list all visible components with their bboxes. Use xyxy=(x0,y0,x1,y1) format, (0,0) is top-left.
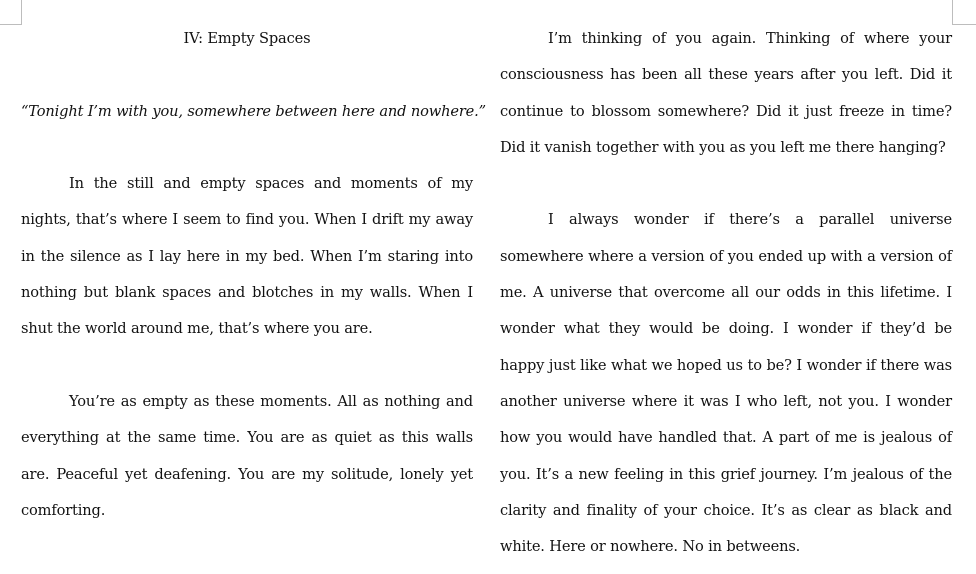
epigraph-quote: “Tonight I’m with you, somewhere between here and nowhere.” xyxy=(21,102,486,120)
blank-line xyxy=(21,348,473,384)
crop-mark-top-right-vertical xyxy=(952,0,953,25)
crop-mark-top-left-horizontal xyxy=(0,24,22,25)
paragraph: In the still and empty spaces and moments of my nights, that’s where I seem to find you. When I drift my away in the silence as I lay here in my bed. When I’m staring into nothing but blank spaces and blotches in my walls. When I shut the world around me, that’s where you are. xyxy=(21,175,473,338)
right-page-column[interactable] xyxy=(500,21,952,565)
blank-line xyxy=(500,166,952,202)
left-page-column[interactable] xyxy=(21,21,486,529)
chapter-title: IV: Empty Spaces xyxy=(183,30,311,47)
paragraph: I always wonder if there’s a parallel universe somewhere where a version of you ended up with a version of me. A universe that overcome all our odds in this lifetime. I wonder what they would be doing. I wonder if they’d be happy just like what we hoped us to be? I wonder if there was another universe where it was I who left, not you. I wonder how you would have handled that. A part of me is jealous of you. It’s a new feeling in this grief journey. I’m jealous of the clarity and finality of your choice. It’s as clear as black and white. Here or nowhere. No in betweens. xyxy=(500,211,952,556)
blank-line xyxy=(21,57,473,93)
paragraph: I’m thinking of you again. Thinking of where your consciousness has been all these years after you left. Did it continue to blossom somewhere? Did it just freeze in time? Did it vanish together with you as you left me there hanging? xyxy=(500,30,952,156)
paragraph: You’re as empty as these moments. All as nothing and everything at the same time. You are as quiet as this walls are. Peaceful yet deafening. You are my solitude, lonely yet comforting. xyxy=(21,392,473,519)
crop-mark-top-right-horizontal xyxy=(952,24,976,25)
blank-line xyxy=(21,130,473,166)
